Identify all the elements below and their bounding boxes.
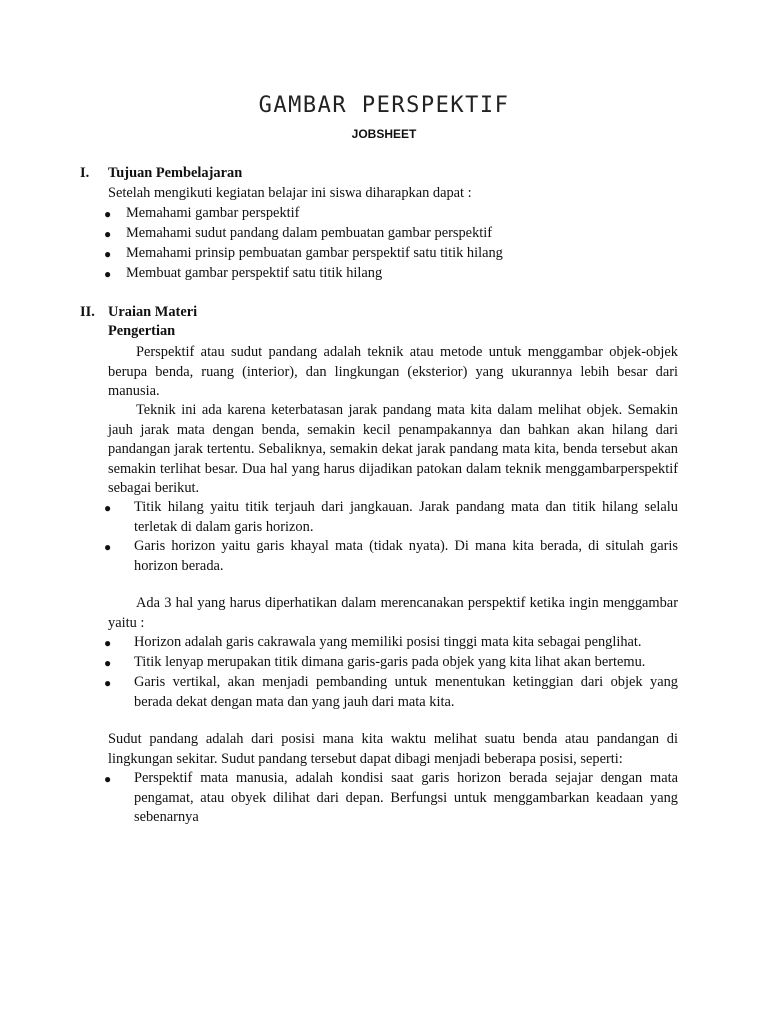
- list-item: Titik lenyap merupakan titik dimana garis-garis pada objek yang kita lihat akan bertemu.: [134, 654, 646, 670]
- list-item: Perspektif mata manusia, adalah kondisi saat garis horizon berada sejajar dengan mata pengamat, atau obyek dilihat dari depan. Berfungsi untuk menggambarkan keadaan yang sebenarnya: [134, 770, 678, 825]
- page-title: GAMBAR PERSPEKTIF: [258, 93, 510, 118]
- list-item: Memahami prinsip pembuatan gambar perspektif satu titik hilang: [126, 245, 503, 261]
- list-item: Horizon adalah garis cakrawala yang memiliki posisi tinggi mata kita sebagai penglihat.: [134, 634, 642, 650]
- section-1-number: I.: [80, 165, 90, 181]
- bullet-icon: ●: [104, 636, 112, 650]
- bullet-icon: ●: [104, 540, 112, 554]
- section-1-intro: Setelah mengikuti kegiatan belajar ini siswa diharapkan dapat :: [108, 185, 472, 201]
- paragraph-1: Perspektif atau sudut pandang adalah teknik atau metode untuk menggambar objek-objek berupa benda, ruang (interior), dan lingkungan (eksterior) yang ukurannya lebih besar dari manusia.: [108, 344, 678, 399]
- bullet-icon: ●: [104, 207, 112, 221]
- bullet-icon: ●: [104, 501, 112, 515]
- list-item: Memahami sudut pandang dalam pembuatan gambar perspektif: [126, 225, 493, 241]
- bullet-icon: ●: [104, 227, 112, 241]
- section-2-heading: Uraian Materi: [108, 304, 198, 320]
- list-item: Membuat gambar perspektif satu titik hilang: [126, 265, 383, 281]
- bullet-icon: ●: [104, 772, 112, 786]
- section-1-heading: Tujuan Pembelajaran: [108, 165, 243, 181]
- section-2-subheading: Pengertian: [108, 323, 176, 339]
- paragraph-4: Sudut pandang adalah dari posisi mana kita waktu melihat suatu benda atau pandangan di lingkungan sekitar. Sudut pandang tersebut dapat dibagi menjadi beberapa posisi, seperti:: [108, 731, 678, 767]
- paragraph-2: Teknik ini ada karena keterbatasan jarak pandang mata kita dalam melihat objek. Semakin jauh jarak mata dengan benda, semakin kecil penampakannya dan bahkan akan hilang dari pandangan jarak tertentu. Sebaliknya, semakin dekat jarak pandang mata kita, benda tersebut akan semakin terlihat besar. Dua hal yang harus dijadikan patokan dalam teknik menggambarperspektif sebagai berikut.: [108, 402, 678, 496]
- bullet-icon: ●: [104, 267, 112, 281]
- bullet-icon: ●: [104, 676, 112, 690]
- list-item: Garis horizon yaitu garis khayal mata (tidak nyata). Di mana kita berada, di situlah garis horizon berada.: [134, 538, 678, 574]
- page-subtitle: JOBSHEET: [351, 127, 417, 141]
- list-item: Titik hilang yaitu titik terjauh dari jangkauan. Jarak pandang mata dan titik hilang selalu terletak di dalam garis horizon.: [134, 499, 678, 535]
- paragraph-3: Ada 3 hal yang harus diperhatikan dalam merencanakan perspektif ketika ingin menggambar yaitu :: [108, 595, 678, 631]
- list-item: Garis vertikal, akan menjadi pembanding untuk menentukan ketinggian dari objek yang berada dekat dengan mata dan yang jauh dari mata kita.: [134, 674, 678, 710]
- section-2-number: II.: [80, 304, 95, 320]
- bullet-icon: ●: [104, 247, 112, 261]
- bullet-icon: ●: [104, 656, 112, 670]
- list-item: Memahami gambar perspektif: [126, 205, 300, 221]
